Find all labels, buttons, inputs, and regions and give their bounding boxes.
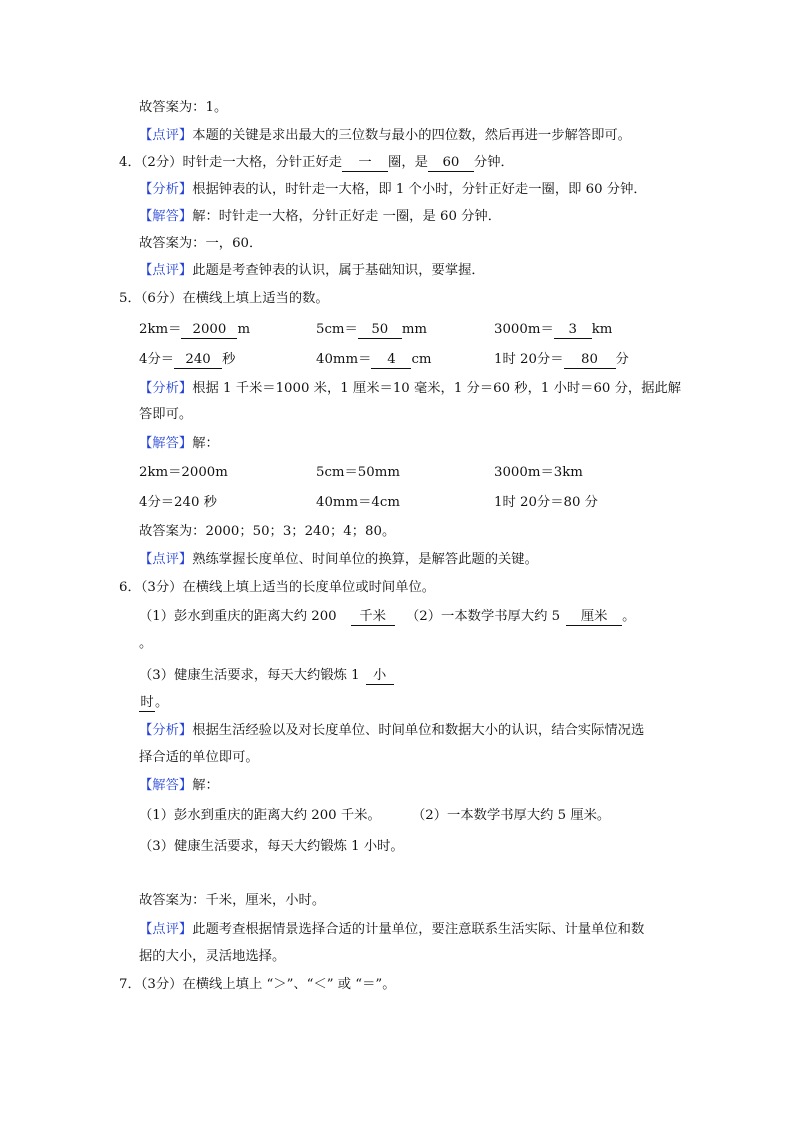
analysis-text: 根据钟表的认，时针走一大格，即 1 个小时，分针正好走一圈，即 60 分钟． <box>192 182 647 197</box>
item-post: mm <box>401 322 428 337</box>
q4-analysis <box>139 180 647 200</box>
q4-stem <box>119 153 514 173</box>
answer-blank: 小 <box>366 668 394 685</box>
q5-answer: 故答案为：2000；50；3；240；4；80。 <box>139 524 396 539</box>
q6-sol-1: （1）彭水到重庆的距离大约 200 千米。 <box>139 808 381 823</box>
solution-tag: 【解答】 <box>139 436 193 451</box>
q4-answer: 故答案为：一，60． <box>139 236 263 251</box>
review-tag: 【点评】 <box>139 922 193 937</box>
q5-row1-item2 <box>316 320 427 340</box>
review-tag: 【点评】 <box>139 552 193 567</box>
question-score: （6分） <box>140 291 183 306</box>
q3-answer: 故答案为：1。 <box>139 100 228 115</box>
item-post: cm <box>411 352 432 367</box>
review-tag: 【点评】 <box>139 128 193 143</box>
answer-blank: 一 <box>342 155 388 172</box>
question-score: （3分） <box>140 580 183 595</box>
item-pre: 4分＝ <box>139 352 175 367</box>
answer-blank: 时 <box>140 695 154 710</box>
review-text: 此题考查根据情景选择合适的计量单位，要注意联系生活实际、计量单位和数 <box>192 922 645 937</box>
q5-row2-item2 <box>316 350 432 370</box>
review-text: 此题是考查钟表的认识，属于基础知识，要掌握． <box>192 263 485 278</box>
q6-sol-3: （3）健康生活要求，每天大约锻炼 1 小时。 <box>139 839 404 854</box>
q6-item2 <box>406 607 635 627</box>
item-pre: 3000m＝ <box>494 322 554 337</box>
q6-review-cont: 据的大小，灵活地选择。 <box>139 949 286 964</box>
q5-stem <box>119 289 329 309</box>
q6-analysis-cont: 择合适的单位即可。 <box>139 750 259 765</box>
q5-sol-row2-item3: 1时 20分＝80 分 <box>494 495 598 510</box>
answer-blank: 千米 <box>351 609 395 626</box>
stem-text: 在横线上填上适当的长度单位或时间单位。 <box>182 580 436 595</box>
review-text: 本题的关键是求出最大的三位数与最小的四位数，然后再进一步解答即可。 <box>192 128 631 143</box>
q5-row2-item1 <box>139 350 235 370</box>
solution-text: 解： <box>192 778 219 793</box>
q5-sol-row2-item1: 4分＝240 秒 <box>139 495 217 510</box>
solution-tag: 【解答】 <box>139 209 193 224</box>
item-pre: 2km＝ <box>139 322 182 337</box>
answer-blank: 厘米 <box>566 609 622 626</box>
q5-sol-row1-item1: 2km＝2000m <box>139 465 228 480</box>
answer-blank: 240 <box>174 352 222 369</box>
item-pre: 1时 20分＝ <box>494 352 564 367</box>
q6-analysis <box>139 721 644 741</box>
question-score: （3分） <box>140 977 183 992</box>
question-number: 7． <box>119 977 141 992</box>
item-pre: （3）健康生活要求，每天大约锻炼 1 <box>139 668 360 683</box>
solution-text: 解： <box>192 436 219 451</box>
q5-solution <box>139 434 219 454</box>
item-pre: 5cm＝ <box>316 322 358 337</box>
question-number: 4． <box>119 155 141 170</box>
solution-tag: 【解答】 <box>139 778 193 793</box>
stem-text: 时针走一大格，分针正好走 <box>182 155 343 170</box>
item-pre: （1）彭水到重庆的距离大约 200 <box>139 609 337 624</box>
item-pre: 40mm＝ <box>316 352 372 367</box>
q6-solution <box>139 776 219 796</box>
q5-row1-item3 <box>494 320 612 340</box>
question-score: （2分） <box>140 155 183 170</box>
item-post: 分 <box>615 352 629 367</box>
answer-blank: 4 <box>371 352 411 369</box>
stem-text: 在横线上填上 “＞”、“＜” 或 “＝”。 <box>182 977 396 992</box>
review-tag: 【点评】 <box>139 263 193 278</box>
analysis-text: 根据生活经验以及对长度单位、时间单位和数据大小的认识，结合实际情况选 <box>192 723 645 738</box>
answer-blank: 50 <box>358 322 402 339</box>
answer-blank: 3 <box>554 322 592 339</box>
question-number: 6． <box>119 580 141 595</box>
item-post: m <box>237 322 251 337</box>
q4-solution <box>139 207 501 227</box>
answer-blank: 60 <box>428 155 474 172</box>
q6-answer: 故答案为：千米，厘米，小时。 <box>139 893 326 908</box>
analysis-tag: 【分析】 <box>139 182 193 197</box>
item-post: 。 <box>622 609 636 624</box>
stem-text: 分钟． <box>473 155 514 170</box>
q5-sol-row2-item2: 40mm＝4cm <box>316 495 400 510</box>
answer-blank: 80 <box>564 352 616 369</box>
solution-text: 解：时针走一大格，分针正好走 一圈，是 60 分钟． <box>192 209 502 224</box>
q6-item3 <box>139 666 394 686</box>
review-text: 熟练掌握长度单位、时间单位的换算，是解答此题的关键。 <box>192 552 538 567</box>
q6-review <box>139 920 644 940</box>
question-number: 5． <box>119 291 141 306</box>
q6-item1 <box>139 607 395 627</box>
stem-text: 圈，是 <box>388 155 428 170</box>
q4-review <box>139 261 485 281</box>
q5-review <box>139 550 538 570</box>
stem-text: 在横线上填上适当的数。 <box>182 291 329 306</box>
analysis-tag: 【分析】 <box>139 723 193 738</box>
q6-item3-cont <box>139 693 168 713</box>
q5-sol-row1-item3: 3000m＝3km <box>494 465 583 480</box>
q6-sol-2: （2）一本数学书厚大约 5 厘米。 <box>412 808 611 823</box>
q5-row1-item1 <box>139 320 250 340</box>
q5-sol-row1-item2: 5cm＝50mm <box>316 465 400 480</box>
item-pre: （2）一本数学书厚大约 5 <box>406 609 561 624</box>
analysis-tag: 【分析】 <box>139 381 193 396</box>
q7-stem <box>119 975 396 995</box>
q6-stem <box>119 578 435 598</box>
q5-analysis <box>139 379 681 399</box>
item-post: 。 <box>155 695 169 710</box>
q5-analysis-cont: 答即可。 <box>139 407 193 422</box>
q5-row2-item3 <box>494 350 629 370</box>
item-post: km <box>591 322 613 337</box>
q6-item1-post: 。 <box>139 636 153 651</box>
analysis-text: 根据 1 千米＝1000 米，1 厘米＝10 毫米，1 分＝60 秒，1 小时＝60 分，据此解 <box>192 381 682 396</box>
answer-blank: 2000 <box>181 322 237 339</box>
q3-review <box>139 126 631 146</box>
item-post: 秒 <box>222 352 236 367</box>
